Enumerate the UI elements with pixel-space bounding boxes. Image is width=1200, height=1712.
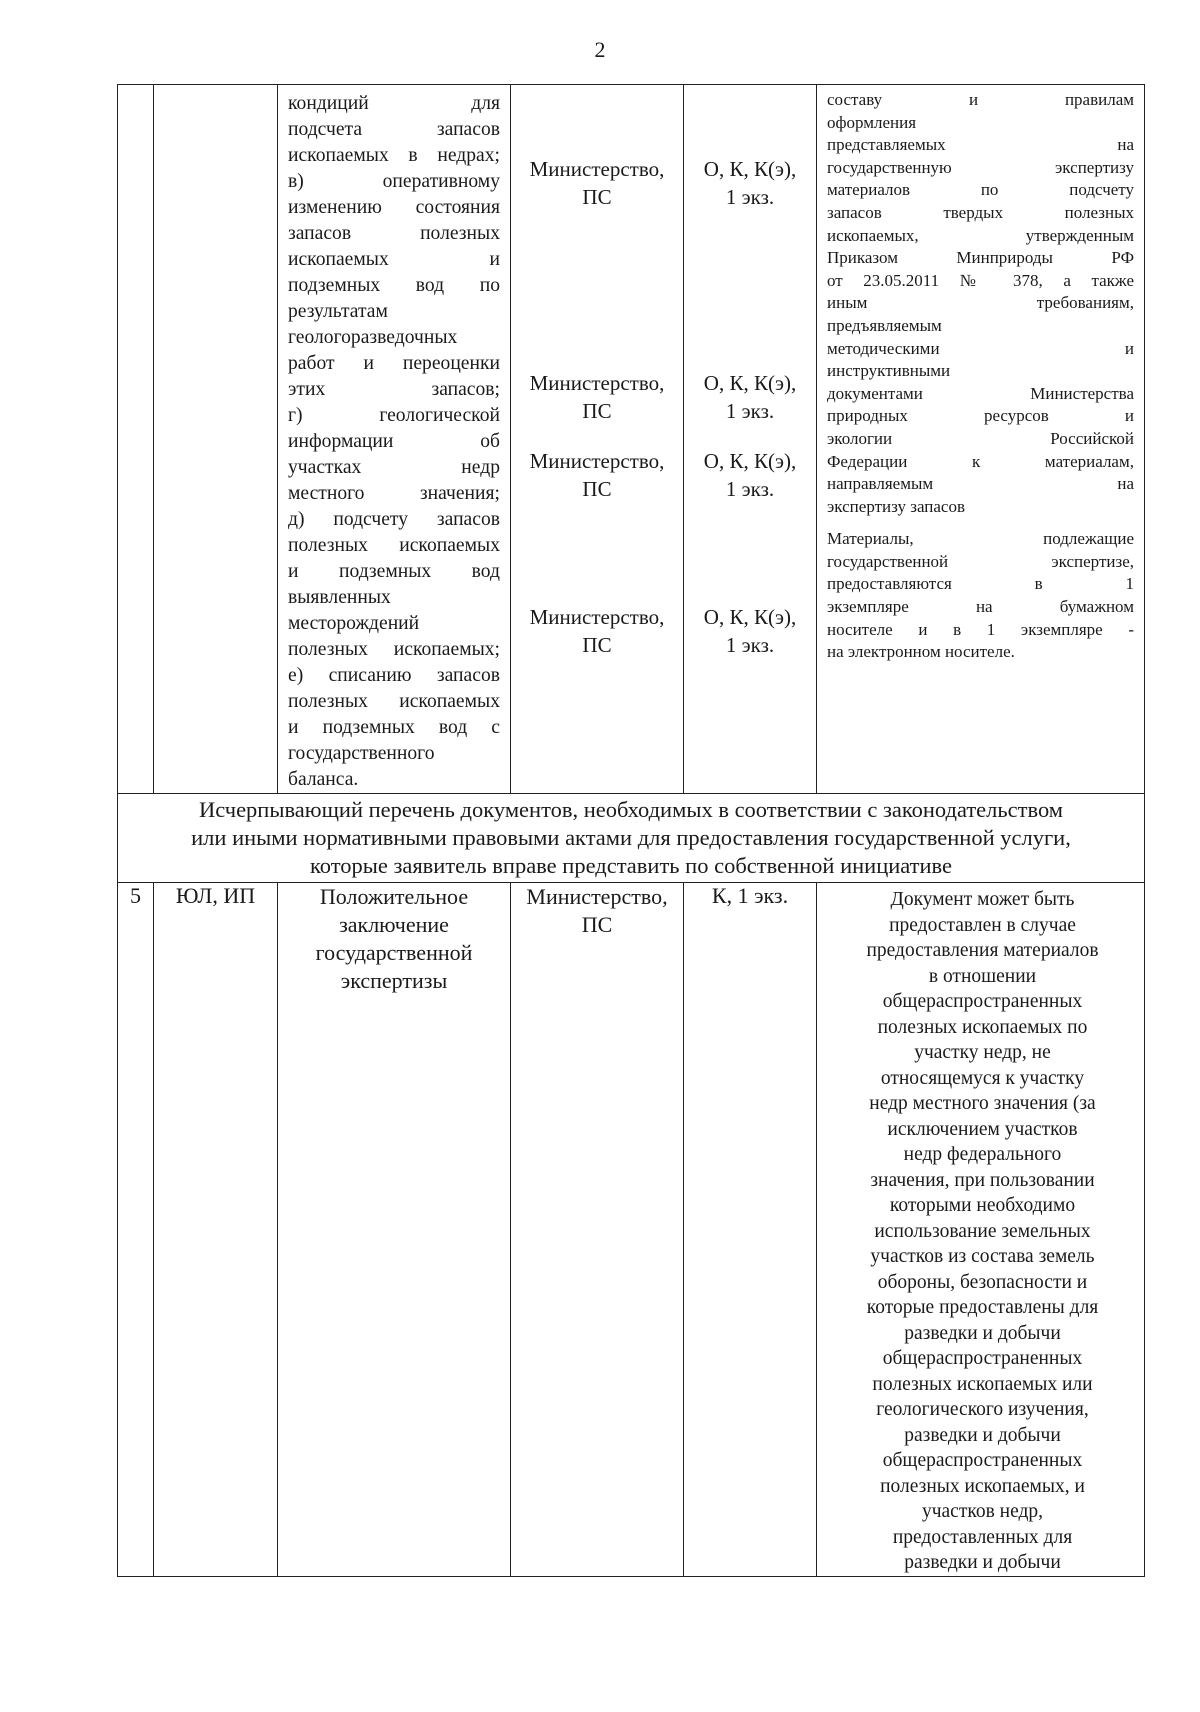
text-line: ископаемых в недрах;: [288, 145, 500, 166]
cell-number-empty: [118, 85, 154, 794]
text-line: государственной экспертизе,: [827, 551, 1134, 571]
text-line: общераспространенных: [882, 1348, 1083, 1369]
text-line: документами Министерства: [827, 383, 1134, 403]
text-line: Материалы, подлежащие: [827, 529, 1134, 549]
requirements-cell: [278, 85, 511, 794]
text-line: которыми необходимо: [889, 1195, 1076, 1216]
text-line: общераспространенных: [882, 1450, 1083, 1471]
text-line: запасов твердых полезных: [827, 202, 1134, 222]
document-name-cell: Положительное заключение государственной экспертизы: [278, 883, 511, 1577]
text-line: и подземных вод: [288, 561, 500, 582]
form-cell: [684, 85, 817, 794]
text-line: значения, при пользовании: [870, 1169, 1095, 1191]
form-entry: О, К, К(э), 1 экз.: [703, 449, 797, 501]
table-row: [118, 883, 1145, 1577]
text-line: предъявляемым: [827, 315, 942, 335]
text-line: материалов по подсчету: [827, 180, 1134, 200]
text-line: местного значения;: [288, 483, 500, 504]
text-line: результатам: [288, 301, 388, 322]
text-line: участков недр,: [921, 1501, 1044, 1522]
text-line: полезных ископаемых: [288, 691, 500, 712]
text-line: информации об: [288, 431, 500, 452]
text-line: обороны, безопасности и: [877, 1271, 1088, 1293]
text-line: предоставленных для: [892, 1526, 1073, 1548]
text-line: предоставления материалов: [866, 940, 1099, 961]
notes-paragraph: [827, 89, 1134, 518]
text-line: г) геологической: [288, 405, 500, 426]
text-line: от 23.05.2011 № 378, а также: [827, 270, 1134, 290]
text-line: месторождений: [288, 613, 420, 634]
text-line: государственную экспертизу: [827, 157, 1134, 177]
text-line: исключением участков: [887, 1118, 1078, 1140]
row-number: 5: [118, 883, 154, 1577]
text-line: разведки и добычи: [904, 1552, 1061, 1573]
org-entry: Министерство, ПС: [529, 371, 665, 423]
text-line: этих запасов;: [288, 379, 500, 400]
text-line: иным требованиям,: [827, 293, 1134, 313]
form-entry: О, К, К(э), 1 экз.: [703, 371, 797, 423]
text-line: кондиций для: [288, 93, 500, 114]
notes-paragraph: [827, 528, 1134, 664]
text-line: общераспространенных: [882, 991, 1083, 1012]
text-line: полезных ископаемых или: [872, 1373, 1093, 1395]
text-line: недр федерального: [903, 1144, 1062, 1165]
text-line: участку недр, не: [914, 1042, 1051, 1063]
org-entry: Министерство, ПС: [529, 157, 665, 209]
text-line: геологоразведочных: [288, 327, 458, 348]
text-line: представляемых на: [827, 135, 1134, 155]
form-entry: О, К, К(э), 1 экз.: [703, 157, 797, 209]
text-line: е) списанию запасов: [288, 665, 500, 686]
text-line: в отношении: [928, 965, 1037, 987]
continued-row: [118, 85, 1145, 794]
cell-applicant-empty: [154, 85, 278, 794]
org-entry: Министерство, ПС: [529, 449, 665, 501]
text-line: предоставлен в случае: [889, 914, 1076, 936]
text-line: которые предоставлены для: [866, 1297, 1099, 1318]
text-line: использование земельных: [874, 1220, 1091, 1242]
text-line: подсчета запасов: [288, 119, 500, 140]
applicant-cell: ЮЛ, ИП: [154, 883, 278, 1577]
text-line: разведки и добычи: [904, 1322, 1061, 1344]
text-line: носителе и в 1 экземпляре -: [827, 619, 1134, 639]
text-line: запасов полезных: [288, 223, 500, 244]
form-entry: О, К, К(э), 1 экз.: [703, 605, 797, 657]
text-line: предоставляются в 1: [827, 574, 1134, 594]
text-line: инструктивными: [827, 361, 951, 381]
org-entry: Министерство, ПС: [529, 605, 665, 657]
text-line: и подземных вод с: [288, 717, 500, 738]
text-line: баланса.: [288, 769, 359, 790]
text-line: оформления: [827, 112, 917, 132]
text-line: Федерации к материалам,: [827, 451, 1134, 471]
text-line: Документ может быть: [890, 889, 1075, 910]
text-line: в) оперативному: [288, 171, 500, 192]
text-line: экземпляре на бумажном: [827, 597, 1134, 617]
text-line: выявленных: [288, 587, 391, 608]
text-line: полезных ископаемых: [288, 535, 500, 556]
text-line: геологического изучения,: [876, 1399, 1089, 1420]
text-line: методическими и: [827, 338, 1134, 358]
text-line: Приказом Минприроды РФ: [827, 248, 1134, 268]
text-line: на электронном носителе.: [827, 642, 1015, 662]
text-line: экологии Российской: [827, 428, 1134, 448]
page-number: 2: [594, 37, 606, 62]
text-line: полезных ископаемых;: [288, 639, 500, 660]
text-line: участков из состава земель: [870, 1246, 1095, 1267]
form-cell: К, 1 экз.: [684, 883, 817, 1577]
text-line: изменению состояния: [288, 197, 500, 218]
section-heading: Исчерпывающий перечень документов, необходимых в соответствии с законодательством или иными нормативными правовыми актами для предоставления государственной услуги, которые заявитель вправе представить по собственной инициативе: [118, 794, 1145, 883]
text-line: полезных ископаемых по: [877, 1016, 1088, 1038]
text-line: подземных вод по: [288, 275, 500, 296]
text-line: д) подсчету запасов: [288, 509, 500, 530]
documents-table: [117, 84, 1145, 1577]
notes-cell: [817, 85, 1145, 794]
section-heading-row: [118, 794, 1145, 883]
note-cell: [817, 883, 1145, 1577]
text-line: работ и переоценки: [288, 353, 500, 374]
text-line: государственного: [288, 743, 435, 764]
text-line: экспертизу запасов: [827, 496, 965, 516]
text-line: направляемым на: [827, 474, 1134, 494]
text-line: разведки и добычи: [904, 1424, 1061, 1446]
org-cell: [511, 85, 684, 794]
text-line: природных ресурсов и: [827, 406, 1134, 426]
org-cell: Министерство, ПС: [511, 883, 684, 1577]
text-line: полезных ископаемых, и: [880, 1475, 1085, 1497]
text-line: относящемуся к участку: [880, 1067, 1085, 1089]
text-line: ископаемых и: [288, 249, 500, 270]
text-line: составу и правилам: [827, 90, 1134, 109]
text-line: ископаемых, утвержденным: [827, 225, 1134, 245]
text-line: участках недр: [288, 457, 500, 478]
text-line: недр местного значения (за: [869, 1093, 1096, 1114]
